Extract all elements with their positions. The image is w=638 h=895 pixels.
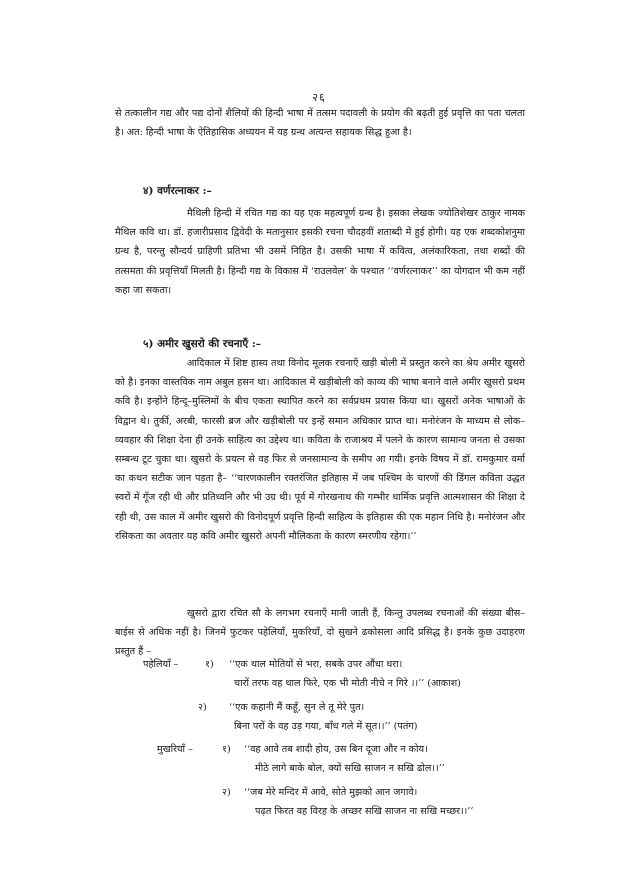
paheli-2-number: २)	[198, 702, 207, 713]
section-5-body-1: आदिकाल में शिष्ट हास्य तथा विनोद मूलक रचनाएँ खड़ी बोली में प्रस्तुत करने का श्रेय अमीर खुसरो को है। इनका वास्तविक नाम अबुल हसन था। आदिकाल में खड़ीबोली को काव्य की भाषा बनाने वाले अमीर खुसरो प्रथम कवि है। इन्होंने हिन्दू–मुस्लिमों के बीच एकता स्थापित करने का सर्वप्रथम प्रयास किया था। खुसरों अनेक भाषाओं के विद्वान थे। तुर्की, अरबी, फारसी ब्रज और खड़ीबोली पर इन्हें समान अधिकार प्राप्त था। मनोरंजन के माध्यम से लोक–व्यवहार की शिक्षा देना ही उनके साहित्य का उद्देश्य था। कविता के राजाश्रय में पलने के कारण सामान्य जनता से उसका सम्बन्ध टूट चुका था। खुसरो के प्रयत्न से वह फिर से जनसामान्य के समीप आ गयी। इनके विषय में डॉ. रामकुमार वर्मा का कथन सटीक जान पड़ता है– ‘‘चारणकालीन रक्तरंजित इतिहास में जब पश्चिम के चारणों की डिंगल कविता उद्धत स्वरों में गूँज रही थी और प्रतिध्वनि और भी उग्र थी। पूर्व में गोरखनाथ की गम्भीर धार्मिक प्रवृत्ति आत्मशासन की शिक्षा दे रही थी, उस काल में अमीर खुसरो की विनोदपूर्ण प्रवृत्ति हिन्दी साहित्य के इतिहास की एक महान निधि है। मनोरंजन और रसिकता का अवतार यह कवि अमीर खुसरो अपनी मौलिकता के कारण स्मरणीय रहेगा।’’	[115, 358, 525, 542]
mukari-2-line-1: ‘‘जब मेरे मन्दिर में आवे, सोते मुझको आन जगावे।	[244, 787, 418, 798]
paheli-1-line-1: ‘‘एक थाल मोतियों से भरा, सबके उपर औंधा धरा।	[229, 659, 403, 670]
section-5-heading: ५) अमीर खुसरो की रचनाएँ :–	[143, 338, 261, 350]
paheli-1-line-2: चारों तरफ वह थाल फिरे, एक भी मोती नीचे न गिरे ।।’’ (आकाश)	[234, 678, 461, 689]
paheli-2-line-2: बिना परों के वह उड़ गया, बाँध गले में सूत।।’’ (पतंग)	[234, 721, 418, 732]
mukari-1-number: १)	[222, 744, 231, 755]
paheli-1-number: १)	[205, 659, 214, 670]
paheli-2-line-1: ‘‘एक कहानी मैं कहूँ, सुन ले तू मेरे पुत।	[229, 702, 365, 713]
mukari-2-number: २)	[222, 787, 231, 798]
mukari-1-line-1: ‘‘वह आवे तब शादी होय, उस बिन दूजा और न कोय।	[244, 744, 428, 755]
section-4-heading: ४) वर्णरत्नाकर :–	[143, 185, 212, 197]
intro-paragraph: से तत्कालीन गद्य और पद्य दोनों शैलियों की हिन्दी भाषा में तत्सम पदावली के प्रयोग की बढ़ती हुई प्रवृत्ति का पता चलता है। अत: हिन्दी भाषा के ऐतिहासिक अध्ययन में यह ग्रन्थ अत्यन्त सहायक सिद्ध हुआ है।	[115, 108, 525, 139]
paheliyan-label: पहेलियाँ –	[143, 659, 179, 670]
mukariyan-label: मुखरियाँ –	[157, 744, 193, 755]
page-number: २६	[312, 91, 326, 104]
section-4-body: मैथिली हिन्दी में रचित गद्य का यह एक महत्वपूर्ण ग्रन्थ है। इसका लेखक ज्योतिशेखर ठाकुर नामक मैथिल कवि था। डॉ. हजारीप्रसाद द्विवेदी के मतानुसार इसकी रचना चौदहवीं शताब्दी में हुई होगी। यह एक शब्दकोशनुमा ग्रन्थ है, परन्तु सौन्दर्य ग्राहिणी प्रतिभा भी उसमें निहित है। उसकी भाषा में कवित्व, अलंकारिकता, तथा शब्दों की तत्समता की प्रवृत्तियाँ मिलती है। हिन्दी गद्य के विकास में ‘राउलवेल’ के पश्चात ‘‘वर्णरत्नाकर’’ का योगदान भी कम नहीं कहा जा सकता।	[115, 208, 525, 296]
section-5-body-2: खुसरो द्वारा रचित सौ के लगभग रचनाएँ मानी जाती हैं, किन्तु उपलब्ध रचनाओं की संख्या बीस–बाईस से अधिक नहीं है। जिनमें फुटकर पहेलियाँ, मुकरियाँ, दो सुखने ढकोसला आदि प्रसिद्ध है। इनके कुछ उदाहरण प्रस्तुत हैं –	[115, 608, 525, 658]
mukari-2-line-2: पढ़त फिरत वह विरह के अच्छर सखि साजन ना सखि मच्छर।।’’	[255, 806, 474, 817]
mukari-1-line-2: मीठे लागे बाके बोल, क्यों सखि साजन न सखि ढोल।।’’	[255, 763, 445, 774]
